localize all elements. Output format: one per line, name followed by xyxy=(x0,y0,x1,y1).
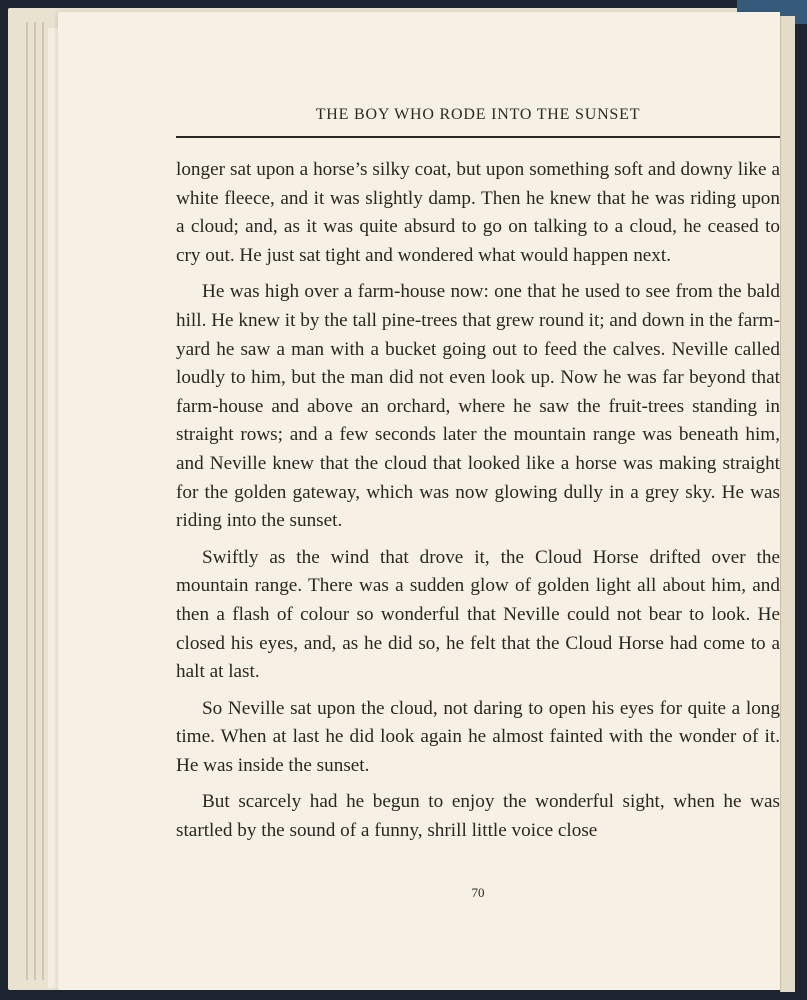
body-text xyxy=(176,156,780,854)
book-page xyxy=(58,12,780,990)
right-page-edge xyxy=(780,16,795,992)
page-edge-line xyxy=(42,22,44,980)
page-number: 70 xyxy=(471,885,485,900)
header-rule xyxy=(176,136,780,138)
paragraph: He was high over a farm-house now: one that he used to see from the bald hill. He knew it by the tall pine-trees that grew round it; and down in the farm-yard he saw a man with a bucket going out to feed the calves. Neville called loudly to him, but the man did not even look up. Now he was far beyond that farm-house and above an orchard, where he saw the fruit-trees standing in straight rows; and a few seconds later the mountain range was beneath him, and Neville knew that the cloud that looked like a horse was making straight for the golden gateway, which was now glowing dully in a grey sky. He was riding into the sunset. xyxy=(176,281,780,532)
paragraph: So Neville sat upon the cloud, not daring to open his eyes for quite a long time. When at last he did look again he almost fainted with the wonder of it. He was inside the sunset. xyxy=(176,697,780,776)
paragraph: longer sat upon a horse’s silky coat, but upon something soft and downy like a white fleece, and it was slightly damp. Then he knew that he was riding upon a cloud; and, as it was quite absurd to go on talking to a cloud, he ceased to cry out. He just sat tight and wondered what would happen next. xyxy=(176,159,780,266)
running-head: THE BOY WHO RODE INTO THE SUNSET xyxy=(315,106,641,123)
paragraph: Swiftly as the wind that drove it, the Cloud Horse drifted over the mountain range. There was a sudden glow of golden light all about him, and then a flash of colour so wonderful that Neville could not bear to look. He closed his eyes, and, as he did so, he felt that the Cloud Horse had come to a halt at last. xyxy=(176,546,780,683)
paragraph: But scarcely had he begun to enjoy the wonderful sight, when he was startled by the sound of a funny, shrill little voice close xyxy=(176,791,780,842)
page-edge-highlight xyxy=(48,28,58,988)
page-edge-line xyxy=(34,22,36,980)
page-edge-line xyxy=(26,22,28,980)
